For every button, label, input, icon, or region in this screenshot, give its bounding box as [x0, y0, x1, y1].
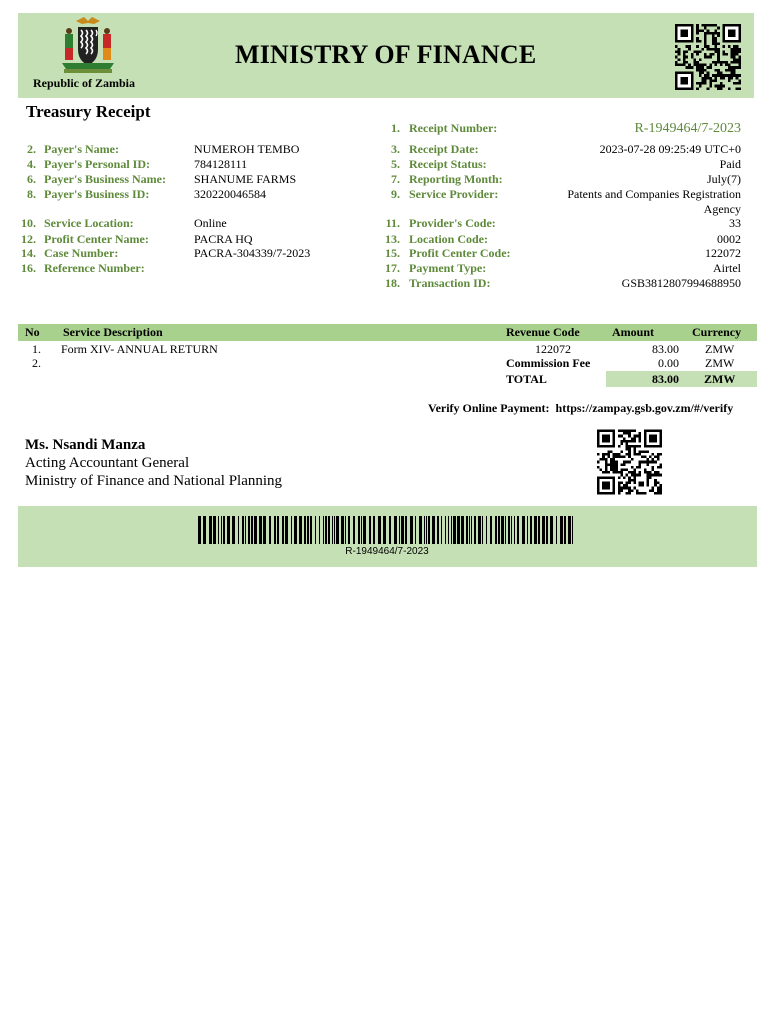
field-number: 5. [391, 157, 400, 171]
table-row-amount: 83.00 [652, 342, 679, 356]
field-number: 14. [21, 246, 36, 260]
field-number: 3. [391, 142, 400, 156]
field-label-transaction-id: Transaction ID: [409, 276, 491, 290]
field-label-service-location: Service Location: [44, 216, 134, 230]
field-label-payment-type: Payment Type: [409, 261, 487, 275]
field-label-receipt-status: Receipt Status: [409, 157, 487, 171]
field-value-receipt-date: 2023-07-28 09:25:49 UTC+0 [599, 142, 741, 156]
field-number: 15. [385, 246, 400, 260]
field-value-service-location: Online [194, 216, 227, 230]
field-value-profit-center-name: PACRA HQ [194, 232, 253, 246]
field-label-business-id: Payer's Business ID: [44, 187, 150, 201]
verify-online-payment [428, 401, 733, 416]
barcode-text: R-1949464/7-2023 [345, 546, 429, 557]
field-value-profit-center-code: 122072 [705, 246, 741, 260]
field-value-case-number: PACRA-304339/7-2023 [194, 246, 311, 260]
commission-fee-amount: 0.00 [658, 356, 679, 370]
verify-url[interactable]: https://zampay.gsb.gov.zm/#/verify [555, 401, 734, 415]
field-number: 6. [27, 172, 36, 186]
field-label-receipt-date: Receipt Date: [409, 142, 479, 156]
field-number: 18. [385, 276, 400, 290]
field-label-payer-name: Payer's Name: [44, 142, 119, 156]
table-row-currency: ZMW [705, 342, 735, 356]
field-value-transaction-id: GSB3812807994688950 [621, 276, 741, 290]
field-value-provider-code: 33 [729, 216, 741, 230]
signatory-name: Ms. Nsandi Manza [25, 437, 146, 453]
field-value-business-id: 320220046584 [194, 187, 266, 201]
table-row-description: Form XIV- ANNUAL RETURN [61, 342, 218, 356]
field-number: 11. [385, 216, 400, 230]
field-number: 17. [385, 261, 400, 275]
table-header-amount: Amount [612, 325, 655, 339]
field-value-service-provider-line2: Agency [703, 202, 741, 216]
verify-label: Verify Online Payment: [428, 401, 550, 415]
country-name: Republic of Zambia [33, 76, 136, 90]
field-value-payer-name: NUMEROH TEMBO [194, 142, 300, 156]
field-number: 13. [385, 232, 400, 246]
field-label-profit-center-code: Profit Center Code: [409, 246, 511, 260]
field-label-receipt-number: Receipt Number: [409, 121, 498, 135]
total-amount: 83.00 [652, 372, 679, 386]
field-value-location-code: 0002 [717, 232, 741, 246]
field-label-reference-number: Reference Number: [44, 261, 145, 275]
ministry-title: MINISTRY OF FINANCE [235, 40, 537, 69]
table-header-description: Service Description [63, 325, 163, 339]
field-value-receipt-status: Paid [719, 157, 741, 171]
total-currency: ZMW [704, 372, 736, 386]
field-number: 9. [391, 187, 400, 201]
table-header-currency: Currency [692, 325, 742, 339]
field-label-profit-center-name: Profit Center Name: [44, 232, 149, 246]
signatory-title: Acting Accountant General [25, 455, 190, 471]
field-number: 16. [21, 261, 36, 275]
field-value-business-name: SHANUME FARMS [194, 172, 297, 186]
field-label-provider-code: Provider's Code: [409, 216, 496, 230]
field-number: 8. [27, 187, 36, 201]
field-label-case-number: Case Number: [44, 246, 119, 260]
zambia-coat-of-arms-icon [56, 15, 120, 77]
barcode-icon [198, 516, 576, 544]
field-value-reporting-month: July(7) [707, 172, 741, 186]
field-label-location-code: Location Code: [409, 232, 488, 246]
field-number: 12. [21, 232, 36, 246]
field-value-payment-type: Airtel [713, 261, 741, 275]
commission-fee-currency: ZMW [705, 356, 735, 370]
table-row-no: 2. [32, 356, 41, 370]
field-value-personal-id: 784128111 [194, 157, 248, 171]
field-label-personal-id: Payer's Personal ID: [44, 157, 150, 171]
qr-code-icon [675, 21, 741, 93]
table-header-revenue-code: Revenue Code [506, 325, 580, 339]
field-number: 4. [27, 157, 36, 171]
commission-fee-label: Commission Fee [506, 356, 591, 370]
field-label-service-provider: Service Provider: [409, 187, 499, 201]
field-number: 1. [391, 121, 400, 135]
field-value-service-provider: Patents and Companies Registration [567, 187, 741, 201]
table-header-no: No [25, 325, 40, 339]
field-label-reporting-month: Reporting Month: [409, 172, 503, 186]
qr-code-icon [597, 428, 662, 496]
total-label: TOTAL [506, 372, 547, 386]
table-row-no: 1. [32, 342, 41, 356]
field-number: 7. [391, 172, 400, 186]
field-value-receipt-number: R-1949464/7-2023 [634, 121, 741, 136]
field-label-business-name: Payer's Business Name: [44, 172, 166, 186]
field-number: 10. [21, 216, 36, 230]
document-title: Treasury Receipt [26, 102, 151, 121]
field-number: 2. [27, 142, 36, 156]
signatory-organization: Ministry of Finance and National Planning [25, 473, 283, 489]
table-row-revenue-code: 122072 [535, 342, 571, 356]
